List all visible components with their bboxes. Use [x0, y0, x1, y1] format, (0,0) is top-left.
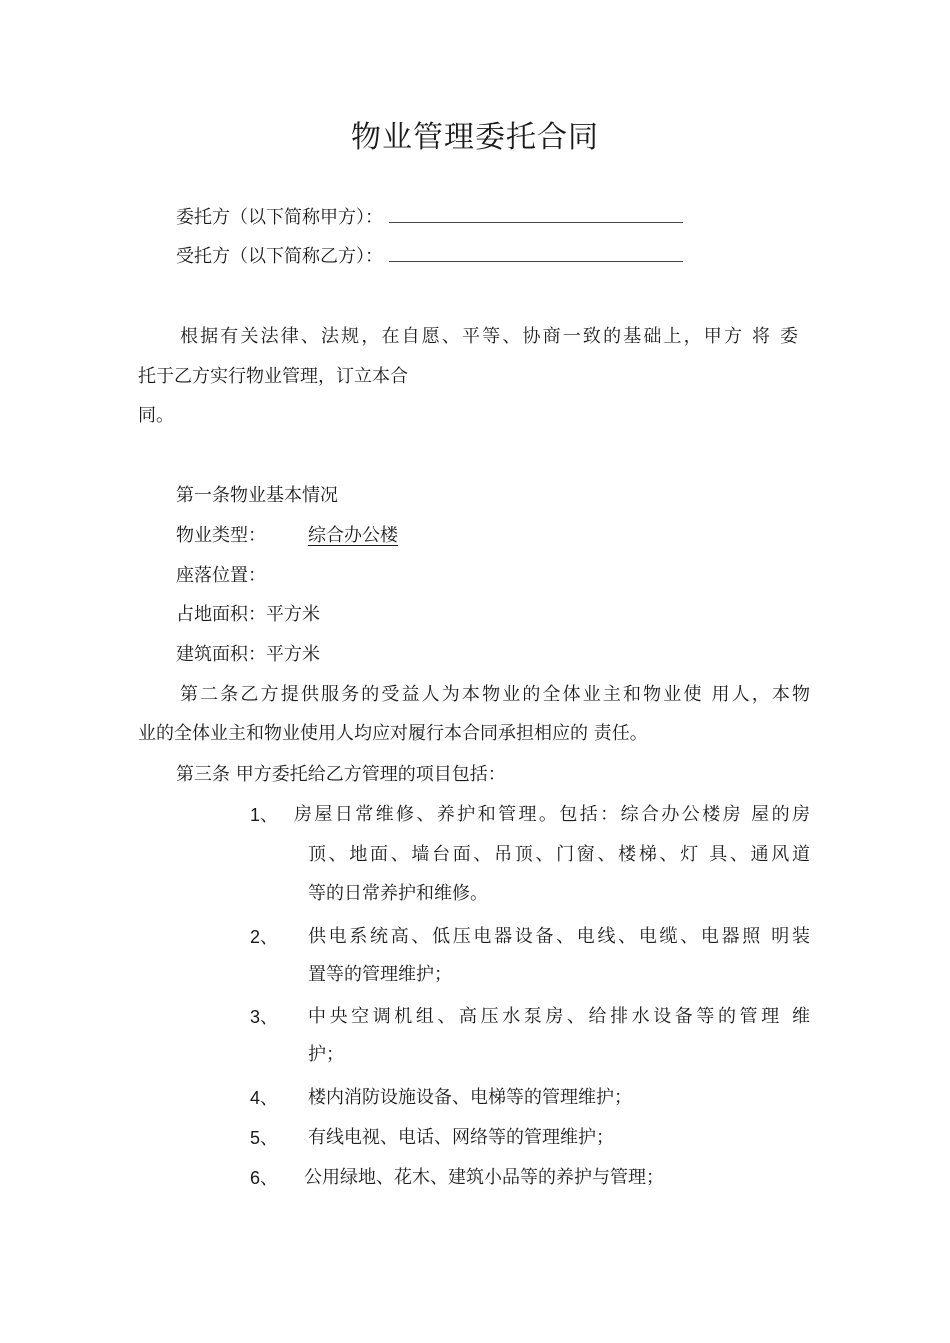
item-5-number: 5、	[250, 1128, 279, 1148]
client-party-blank[interactable]	[389, 206, 683, 223]
preamble-line-2: 托于乙方实行物业管理，订立本合	[138, 366, 408, 387]
preamble-line-3: 同。	[138, 405, 174, 426]
building-area-label: 建筑面积：平方米	[176, 644, 320, 665]
item-5-line-1: 有线电视、电话、网络等的管理维护；	[308, 1127, 614, 1148]
item-1-number: 1、	[250, 805, 279, 825]
client-party-label: 委托方（以下简称甲方）：	[176, 207, 383, 228]
item-3-line-2: 护；	[308, 1044, 344, 1065]
trustee-party-line	[176, 244, 683, 270]
item-1-line-3: 等的日常养护和维修。	[308, 883, 488, 904]
item-6-number: 6、	[250, 1168, 279, 1188]
article-2-line-2: 业的全体业主和物业使用人均应对履行本合同承担相应的 责任。	[138, 723, 648, 744]
document-title: 物业管理委托合同	[351, 120, 599, 155]
property-type-label: 物业类型：	[176, 525, 266, 546]
item-2-line-2: 置等的管理维护；	[308, 964, 452, 985]
item-4-line-1: 楼内消防设施设备、电梯等的管理维护；	[308, 1087, 632, 1108]
location-label: 座落位置：	[176, 565, 266, 586]
item-2-line-1: 供电系统高、低压电器设备、电线、电缆、电器照 明装	[308, 926, 810, 947]
client-party-line	[176, 205, 683, 231]
item-2-number: 2、	[250, 927, 279, 947]
land-area-label: 占地面积：平方米	[176, 604, 320, 625]
item-3-line-1: 中央空调机组、高压水泵房、给排水设备等的管理 维	[308, 1006, 810, 1027]
property-type-row	[176, 523, 266, 549]
item-6-line-1: 公用绿地、花木、建筑小品等的养护与管理；	[304, 1167, 664, 1188]
item-1-line-1: 房屋日常维修、养护和管理。包括：综合办公楼房 屋的房	[294, 804, 810, 825]
article-2-line-1: 第二条乙方提供服务的受益人为本物业的全体业主和物业使 用人，本物	[180, 684, 810, 705]
article-3-heading: 第三条 甲方委托给乙方管理的项目包括：	[176, 764, 506, 785]
item-3-number: 3、	[250, 1007, 279, 1027]
item-1-line-2: 顶、地面、墙台面、吊顶、门窗、楼梯、灯 具、通风道	[308, 844, 810, 865]
item-4-number: 4、	[250, 1088, 279, 1108]
trustee-party-blank[interactable]	[389, 245, 683, 262]
trustee-party-label: 受托方（以下简称乙方）：	[176, 246, 383, 267]
article-1-heading: 第一条物业基本情况	[176, 485, 338, 506]
preamble-line-1: 根据有关法律、法规，在自愿、平等、协商一致的基础上，甲方 将 委	[180, 326, 798, 347]
property-type-value: 综合办公楼	[308, 525, 398, 546]
